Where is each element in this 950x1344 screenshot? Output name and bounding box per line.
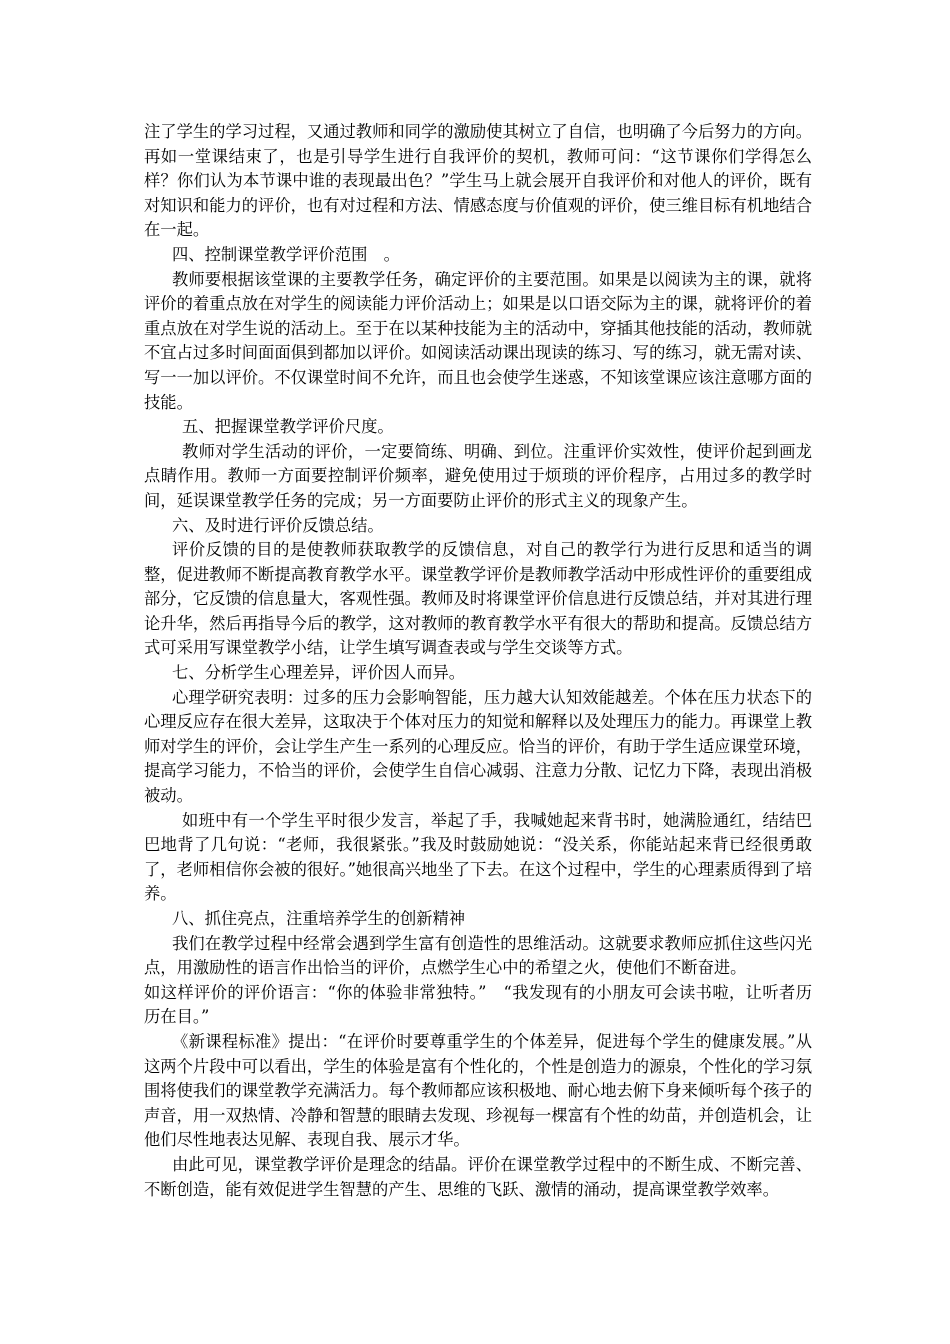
paragraph-psychology: 心理学研究表明：过多的压力会影响智能，压力越大认知效能越差。个体在压力状态下的心理反应存在很大差异，这取决于个体对压力的知觉和解释以及处理压力的能力。再课堂上教师对学生的评价，会让学生产生一系列的心理反应。恰当的评价，有助于学生适应课堂环境，提高学习能力，不恰当的评价，会使学生自信心减弱、注意力分散、记忆力下降，表现出消极被动。 — [144, 687, 812, 806]
paragraph-feedback: 评价反馈的目的是使教师获取教学的反馈信息，对自己的教学行为进行反思和适当的调整，促进教师不断提高教育教学水平。课堂教学评价是教师教学活动中形成性评价的重要组成部分，它反馈的信息量大，客观性强。教师及时将课堂评价信息进行反馈总结，并对其进行理论升华，然后再指导今后的教学，这对教师的教育教学水平有很大的帮助和提高。反馈总结方式可采用写课堂教学小结，让学生填写调查表或与学生交谈等方式。 — [144, 540, 812, 658]
section-heading-7: 七、分析学生心理差异，评价因人而异。 — [172, 663, 466, 683]
paragraph-evaluation-language: 如这样评价的评价语言：“你的体验非常独特。” “我发现有的小朋友可会读书啦，让听者历历在目。” — [144, 982, 812, 1027]
paragraph-continuation: 注了学生的学习过程，又通过教师和同学的激励使其树立了自信，也明确了今后努力的方向。再如一堂课结束了，也是引导学生进行自我评价的契机，教师可问：“这节课你们学得怎么样？你们认为本节课中谁的表现最出色？”学生马上就会展开自我评价和对他人的评价，既有对知识和能力的评价，也有对过程和方法、情感态度与价值观的评价，使三维目标有机地结合在一起。 — [144, 122, 812, 240]
section-heading-8: 八、抓住亮点，注重培养学生的创新精神 — [172, 909, 466, 928]
document-body — [144, 120, 812, 1202]
paragraph-example: 如班中有一个学生平时很少发言，举起了手，我喊她起来背书时，她满脸通红，结结巴巴地背了几句说：“老师，我很紧张。”我及时鼓励她说：“没关系，你能站起来背已经很勇敢了，老师相信你会被的很好。”她很高兴地坐了下去。在这个过程中，学生的心理素质得到了培养。 — [144, 810, 812, 904]
section-heading-5: 五、把握课堂教学评价尺度。 — [182, 417, 394, 437]
paragraph-scale: 教师对学生活动的评价，一定要简练、明确、到位。注重评价实效性，使评价起到画龙点睛作用。教师一方面要控制评价频率，避免使用过于烦琐的评价程序，占用过多的教学时间，延误课堂教学任务的完成；另一方面要防止评价的形式主义的现象产生。 — [144, 441, 812, 510]
paragraph-innovation: 我们在教学过程中经常会遇到学生富有创造性的思维活动。这就要求教师应抓住这些闪光点，用激励性的语言作出恰当的评价，点燃学生心中的希望之火，使他们不断奋进。 — [144, 933, 812, 978]
paragraph-curriculum-standard: 《新课程标准》提出：“在评价时要尊重学生的个体差异，促进每个学生的健康发展。”从这两个片段中可以看出，学生的体验是富有个性化的，个性是创造力的源泉，个性化的学习氛围将使我们的课堂教学充满活力。每个教师都应该积极地、耐心地去俯下身来倾听每个孩子的声音，用一双热情、冷静和智慧的眼睛去发现、珍视每一棵富有个性的幼苗，并创造机会，让他们尽性地表达见解、表现自我、展示才华。 — [144, 1031, 812, 1150]
paragraph-conclusion: 由此可见，课堂教学评价是理念的结晶。评价在课堂教学过程中的不断生成、不断完善、不断创造，能有效促进学生智慧的产生、思维的飞跃、激情的涌动，提高课堂教学效率。 — [144, 1154, 812, 1199]
section-heading-4: 四、控制课堂教学评价范围 。 — [172, 244, 400, 264]
paragraph-scope: 教师要根据该堂课的主要教学任务，确定评价的主要范围。如果是以阅读为主的课，就将评价的着重点放在对学生的阅读能力评价活动上；如果是以口语交际为主的课，就将评价的着重点放在对学生说的活动上。至于在以某种技能为主的活动中，穿插其他技能的活动，教师就不宜占过多时间面面俱到都加以评价。如阅读活动课出现读的练习、写的练习，就无需对读、写一一加以评价。不仅课堂时间不允许，而且也会使学生迷惑，不知该堂课应该注意哪方面的技能。 — [144, 269, 812, 412]
section-heading-6: 六、及时进行评价反馈总结。 — [172, 515, 384, 535]
